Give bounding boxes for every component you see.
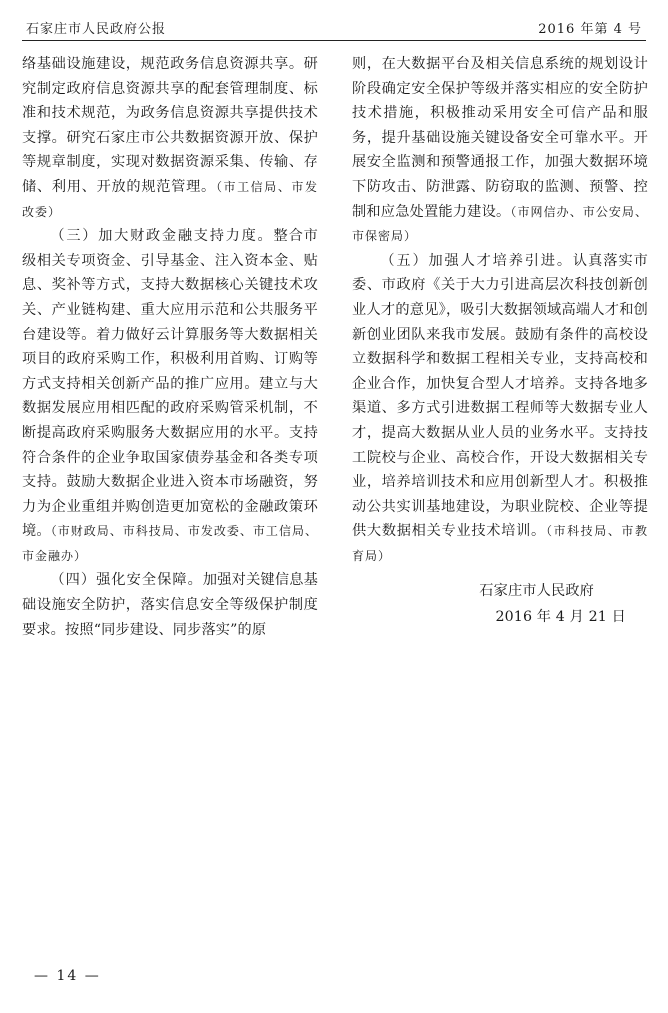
section-heading: （五）加强人才培养引进。	[380, 252, 573, 269]
issuing-authority: 石家庄市人民政府	[479, 583, 594, 600]
responsible-departments-note: （市工信局、市发改委）	[22, 179, 318, 219]
paragraph-text: 认真落实市委、市政府《关于大力引进高层次科技创新创业人才的意见》，吸引大数据领域高端人才和创新创业团队来我市发展。鼓励有条件的高校设立数据科学和数据工程相关专业，支持高校和企业合作，加快复合型人才培养。支持各地多渠道、多方式引进数据工程师等大数据专业人才，提高大数据从业人员的业务水平。支持技工院校与企业、高校合作，开设大数据相关专业，培养培训技术和应用创新型人才。积极推动公共实训基地建设，为职业院校、企业等提供大数据相关专业技术培训。	[352, 252, 648, 540]
paragraph	[22, 224, 318, 568]
paragraph-text: 整合市级相关专项资金、引导基金、注入资本金、贴息、奖补等方式，支持大数据核心关键技术攻关、产业链构建、重大应用示范和公共服务平台建设等。着力做好云计算服务等大数据相关项目的政府采购工作，积极利用首购、订购等方式支持相关创新产品的推广应用。建立与大数据发展应用相匹配的政府采购管采机制，不断提高政府采购服务大数据应用的水平。支持符合条件的企业争取国家债券基金和各类专项支持。鼓励大数据企业进入资本市场融资，努力为企业重组并购创造更加宽松的金融政策环境。	[22, 228, 318, 540]
page-header	[22, 14, 646, 41]
paragraph	[352, 249, 648, 569]
section-heading: （三）加大财政金融支持力度。	[50, 228, 274, 245]
issue-number: 2016 年第 4 号	[538, 22, 642, 37]
paragraph-text: 络基础设施建设，规范政务信息资源共享。研究制定政府信息资源共享的配套管理制度、标准和技术规范，为政务信息资源共享提供技术支撑。研究石家庄市公共数据资源开放、保护等规章制度，实现对数据资源采集、传输、存储、利用、开放的规范管理。	[22, 56, 318, 195]
responsible-departments-note: （市网信办、市公安局、市保密局）	[352, 204, 648, 244]
right-column	[352, 52, 648, 630]
signoff-block	[352, 578, 648, 630]
paragraph-text: 则，在大数据平台及相关信息系统的规划设计阶段确定安全保护等级并落实相应的安全防护技术措施，积极推动采用安全可信产品和服务，提升基础设施关键设备安全可靠水平。开展安全监测和预警通报工作，加强大数据环境下防攻击、防泄露、防窃取的监测、预警、控制和应急处置能力建设。	[352, 56, 648, 220]
issue-date: 2016 年 4 月 21 日	[495, 609, 626, 626]
responsible-departments-note: （市科技局、市教育局）	[352, 524, 648, 563]
section-heading: （四）强化安全保障。	[50, 572, 203, 589]
paragraph	[352, 52, 648, 249]
page-number: — 14 —	[34, 968, 101, 984]
paragraph	[22, 568, 318, 642]
paragraph-text: 加强对关键信息基础设施安全防护，落实信息安全等级保护制度要求。按照“同步建设、同步落实”的原	[22, 572, 318, 638]
responsible-departments-note: （市财政局、市科技局、市发改委、市工信局、市金融办）	[22, 524, 318, 563]
paragraph	[22, 52, 318, 224]
gazette-title: 石家庄市人民政府公报	[26, 22, 167, 37]
left-column	[22, 52, 318, 642]
